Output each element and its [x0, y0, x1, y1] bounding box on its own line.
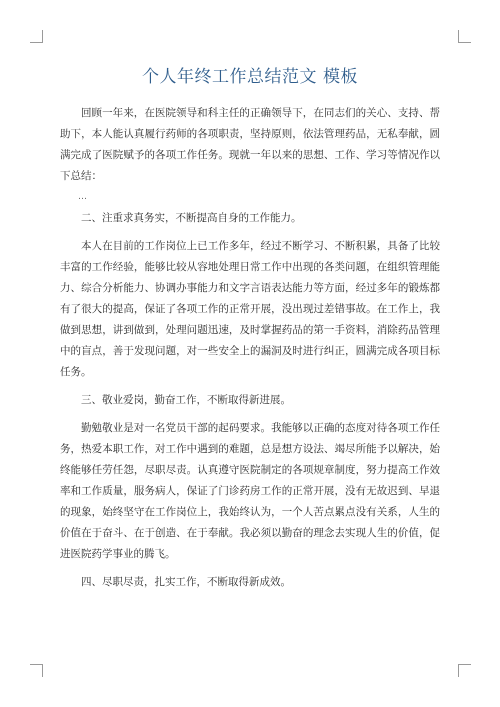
section-2-heading: 二、注重求真务实，不断提高自身的工作能力。 [81, 212, 302, 224]
intro-paragraph: 回顾一年来，在医院领导和科主任的正确领导下，在同志们的关心、支持、帮助下，本人能认真履行药师的各项职责，坚持原则，依法管理药品，无私奉献，圆满完成了医院赋予的各项工作任务。现就一年以来的思想、工作、学习等情况作以下总结： [60, 107, 440, 182]
crop-mark-top-left [30, 30, 43, 43]
document-title: 个人年终工作总结范文 模板 [142, 67, 358, 87]
section-3-body: 勤勉敬业是对一名党员干部的起码要求。我能够以正确的态度对待各项工作任务，热爱本职工作，对工作中遇到的难题，总是想方设法、竭尽所能予以解决，始终能够任劳任怨，尽职尽责。认真遵守医院制定的各项规章制度，努力提高工作效率和工作质量，服务病人，保证了门诊药房工作的正常开展，没有无故迟到、早退的现象，始终坚守在工作岗位上，我始终认为，一个人苦点累点没有关系，人生的价值在于奋斗、在于创造、在于奉献。我必须以勤奋的理念去实现人生的价值，促进医院药学事业的腾飞。 [60, 422, 440, 560]
crop-mark-bottom-left [30, 664, 43, 677]
crop-mark-top-right [458, 30, 471, 43]
crop-mark-bottom-right [458, 664, 471, 677]
section-2-body: 本人在目前的工作岗位上已工作多年，经过不断学习、不断积累，具备了比较丰富的工作经验，能够比较从容地处理日常工作中出现的各类问题，在组织管理能力、综合分析能力、协调办事能力和文字言语表达能力等方面，经过多年的锻炼都有了很大的提高，保证了各项工作的正常开展，没出现过差错事故。在工作上，我做到思想，讲到做到，处理问题迅速，及时掌握药品的第一手资料，消除药品管理中的盲点，善于发现问题，对一些安全上的漏洞及时进行纠正，圆满完成各项目标任务。 [60, 240, 440, 378]
ellipsis-marker: … [78, 192, 87, 202]
document-body [60, 103, 440, 593]
section-3-heading: 三、敬业爱岗，勤奋工作，不断取得新进展。 [81, 394, 291, 406]
section-4-heading: 四、尽职尽责，扎实工作，不断取得新成效。 [81, 576, 291, 588]
